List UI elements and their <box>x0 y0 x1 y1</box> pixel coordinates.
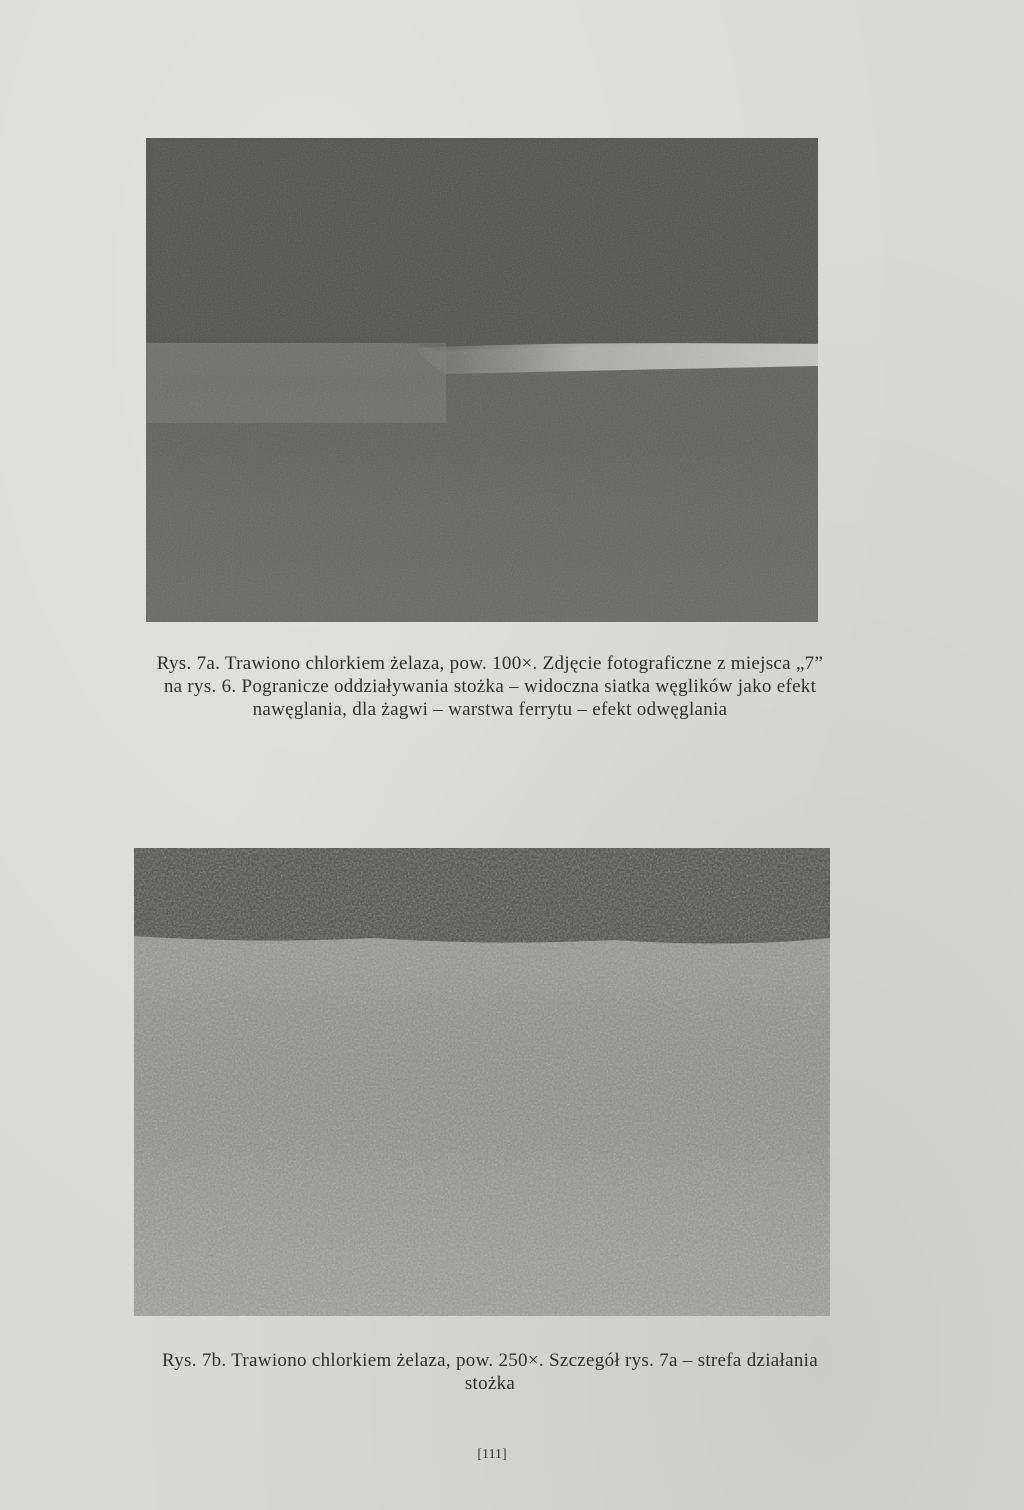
micrograph-7a <box>146 138 818 622</box>
micrograph-7b <box>134 848 830 1316</box>
page-number: [111] <box>477 1447 507 1462</box>
caption-line: nawęglania, dla żagwi – warstwa ferrytu – efekt odwęglania <box>252 699 728 720</box>
caption-line: stożka <box>464 1373 516 1394</box>
caption-line: na rys. 6. Pogranicze oddziaływania stożka – widoczna siatka węglików jako efekt <box>163 676 817 697</box>
caption-line: Rys. 7a. Trawiono chlorkiem żelaza, pow. 100×. Zdjęcie fotograficzne z miejsca „7” <box>156 653 824 674</box>
figure-caption-7a <box>110 652 870 721</box>
figure-caption-7b <box>110 1349 870 1395</box>
caption-line: Rys. 7b. Trawiono chlorkiem żelaza, pow. 250×. Szczegół rys. 7a – strefa działania <box>162 1350 818 1371</box>
